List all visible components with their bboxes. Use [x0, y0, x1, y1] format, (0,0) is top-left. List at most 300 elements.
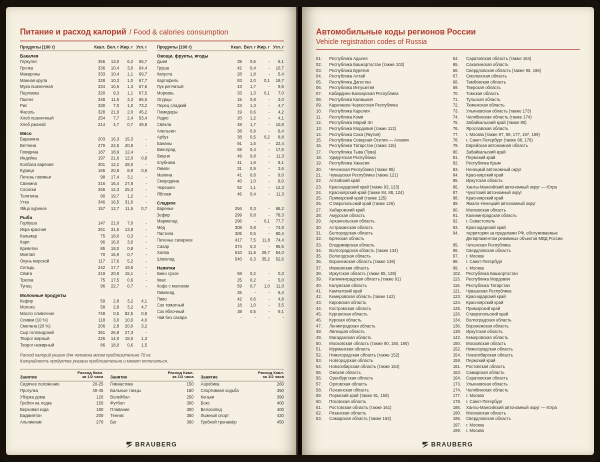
region-name: Магаданская область [329, 336, 372, 341]
food-value: 31,6 [110, 228, 120, 233]
region-code: 36. [316, 260, 322, 265]
food-value: 20,9 [124, 144, 134, 149]
food-value: 7,0 [278, 91, 284, 96]
food-value: - [145, 150, 148, 155]
food-value: 29,7 [261, 251, 270, 256]
region-code: 138. [452, 330, 462, 335]
food-value: - [268, 110, 270, 115]
activity-name: Прогулка [20, 389, 38, 394]
region-code: 83. [452, 167, 459, 172]
food-table-header [20, 46, 147, 52]
food-value: - [145, 253, 148, 258]
activity-name: Теннис [110, 414, 125, 419]
activity-name: Гимнастика [110, 382, 133, 387]
food-value: 19 [237, 110, 242, 115]
food-value: 39 [237, 60, 242, 65]
region-code: 190. [452, 411, 462, 416]
food-value: 52,6 [275, 257, 284, 262]
food-value: 1,1 [127, 72, 134, 77]
food-value: 15,9 [110, 253, 120, 258]
activity-name: Уборка дома [20, 395, 46, 400]
food-name: Шоколад [156, 257, 175, 262]
food-value: 0,1 [264, 91, 270, 96]
food-value: 251 [98, 228, 106, 233]
food-value: 0,8 [141, 312, 148, 317]
region-name: Республика Крым [466, 161, 501, 167]
region-code: 60. [316, 400, 322, 405]
footnote: Расход калорий указан для человека весом приблизительно 70 кг. [20, 353, 152, 358]
food-value: 7,0 [127, 221, 134, 227]
food-name: Хлеб ржаной [20, 123, 46, 128]
activity-row [20, 420, 103, 426]
food-value: 296 [234, 219, 242, 224]
region-code: 136. [452, 324, 462, 329]
food-value: - [268, 278, 270, 283]
region-name: Волгоградская область (также 134) [329, 249, 398, 254]
food-value: 1,3 [127, 85, 134, 90]
region-name: Республика Мордовия (также 113) [329, 127, 397, 132]
region-name: Астраханская область [329, 225, 373, 231]
food-value: 10,7 [275, 66, 284, 71]
food-value: 17,6 [110, 259, 120, 264]
food-value: 6,2 [127, 60, 134, 65]
region-code: 113. [452, 278, 461, 283]
region-code: 21. [316, 173, 322, 178]
region-name: Республика Адыгея [329, 57, 368, 62]
food-value: - [268, 226, 270, 231]
region-code: 81. [452, 156, 459, 161]
food-value: 9,5 [278, 85, 284, 90]
food-value: 75 [100, 234, 106, 239]
food-value: 21,0 [110, 110, 120, 115]
food-value: 19,5 [124, 266, 134, 271]
region-name: Костромская область [329, 307, 372, 312]
region-code: 74. [452, 115, 459, 120]
food-value: 27,8 [124, 182, 134, 187]
region-code: 70. [452, 92, 459, 97]
food-value: 66,5 [138, 98, 148, 103]
food-value: 68,2 [275, 207, 284, 212]
region-name: Республика Ингушетия [329, 86, 375, 91]
food-value: 20 [237, 116, 242, 122]
right-title-rule [316, 49, 580, 50]
region-code: 56. [316, 376, 322, 382]
food-name: Квас [156, 278, 166, 283]
food-value: 6,3 [250, 257, 256, 262]
food-name: Хлеб пшеничный [20, 116, 54, 122]
activity-header-label: Занятие [110, 375, 128, 380]
food-row [20, 207, 147, 213]
region-code: 28. [316, 214, 322, 219]
food-value: - [145, 284, 148, 290]
food-value: 12,4 [124, 150, 134, 155]
region-name: Республика Калмыкия [329, 98, 373, 103]
food-value: 58 [100, 305, 106, 311]
food-header-col: Ккал. [231, 45, 242, 50]
region-code: 142. [452, 336, 462, 341]
region-name: Республика Алтай [329, 74, 366, 80]
region-code: 87. [452, 190, 459, 196]
region-code: 85. [452, 179, 459, 184]
food-name: Пиво [156, 297, 167, 302]
region-code: 17. [316, 150, 322, 155]
region-code: 41. [316, 289, 322, 294]
activity-header [110, 371, 193, 381]
region-name: Ульяновская область (также 173) [466, 109, 531, 114]
region-name: Приморский край [466, 307, 501, 312]
region-code: 152. [452, 347, 462, 352]
food-value: 67,7 [138, 79, 148, 84]
region-code-row [453, 231, 580, 243]
activity-name: Плавание [110, 407, 130, 413]
region-code: 14. [316, 132, 322, 138]
region-code: 75. [452, 121, 459, 126]
food-value: - [145, 182, 148, 187]
activity-kcal: 450 [276, 420, 284, 425]
region-name: Вологодская область [329, 254, 371, 260]
region-code: 154. [452, 353, 462, 358]
region-name: Республика Коми [329, 115, 364, 120]
food-row [157, 316, 284, 322]
food-value: 0,8 [250, 213, 256, 218]
activity-kcal: 20-25 [92, 382, 104, 387]
activity-name: Аэробика [200, 382, 220, 387]
food-value: 46 [237, 192, 242, 197]
left-page-content [6, 7, 298, 455]
food-name: Творог жирный [20, 337, 50, 342]
food-section-title: Овощи, фрукты, ягоды [156, 53, 209, 59]
food-name: Кефир [20, 299, 33, 304]
food-value: 11,0 [276, 284, 284, 290]
food-value: 96 [100, 284, 106, 290]
region-code: 45. [316, 312, 322, 318]
food-value: 316 [98, 182, 106, 187]
food-value: 3,6 [278, 167, 284, 172]
food-name: Мармелад [156, 219, 178, 224]
activity-column [201, 371, 284, 426]
food-value: 254 [98, 116, 106, 122]
food-value: - [268, 310, 270, 315]
region-name: Орловская область [329, 382, 368, 387]
region-code: 196. [452, 417, 462, 422]
region-code: 23. [316, 185, 322, 190]
food-value: 361 [98, 331, 106, 336]
region-code: 159. [452, 359, 462, 364]
food-value: 8,0 [278, 179, 284, 185]
region-name: Республика Татарстан [466, 283, 510, 289]
food-value: 5,2 [127, 259, 134, 264]
activity-kcal: 40-45 [92, 389, 104, 394]
region-name: Тульская область [466, 98, 501, 103]
food-value: 59 [237, 284, 242, 290]
food-value: 0,2 [250, 278, 256, 283]
region-code: 37. [316, 266, 322, 271]
food-value: 3,0 [113, 318, 120, 323]
food-row [157, 257, 284, 263]
left-page-title [20, 25, 284, 38]
region-name: Амурская область [329, 214, 365, 219]
food-value: 83 [237, 79, 242, 84]
region-code: 58. [316, 388, 322, 393]
food-value: 1,0 [127, 79, 134, 84]
food-value: - [268, 291, 270, 296]
food-value: - [268, 272, 270, 277]
region-name: Пермский край (также 81, 159) [329, 394, 389, 399]
food-value: 12,7 [110, 207, 120, 212]
region-code: 69. [452, 86, 459, 91]
region-name: Республика Саха (Якутия) [329, 132, 381, 138]
food-value: 80,4 [275, 232, 284, 237]
region-name: Республика Хакасия [329, 161, 370, 167]
region-code: 18. [316, 156, 322, 161]
food-value: - [254, 316, 256, 321]
food-value: 7,0 [113, 104, 120, 109]
region-code: 93. [452, 225, 459, 231]
food-value: 74,4 [275, 238, 284, 243]
food-value: 25 [237, 278, 242, 283]
food-name: Горбуша [20, 221, 37, 227]
food-value: 10,0 [124, 318, 134, 323]
food-value: 78,3 [275, 213, 284, 218]
food-name: Огурцы [156, 98, 172, 103]
food-value: - [268, 303, 270, 308]
food-value: - [268, 316, 270, 321]
food-value: 417 [234, 238, 242, 243]
footnotes [20, 353, 284, 366]
region-code: 84. [452, 173, 459, 178]
food-value: 2,0 [127, 110, 134, 115]
food-value: - [268, 213, 270, 218]
food-value: 0,4 [250, 148, 256, 153]
food-calories-table [20, 46, 284, 350]
region-code: 197. [452, 423, 462, 428]
food-value: - [268, 207, 270, 212]
region-name: г. Москва [466, 429, 484, 434]
food-name: Вино сухое [156, 272, 179, 277]
food-value: 1,8 [250, 161, 256, 166]
food-section-title: Молочные продукты [20, 293, 67, 299]
food-name: Картофель [156, 79, 179, 84]
region-name: Краснодарский край [466, 225, 506, 231]
region-name: Чеченская Республика [466, 243, 511, 248]
region-code: 88. [452, 196, 459, 201]
food-value: 11,8 [262, 238, 270, 243]
codes-column-right [453, 57, 580, 435]
region-code: 95. [452, 243, 459, 248]
brauberg-logo-icon [127, 441, 133, 447]
food-name: Свёкла [156, 123, 172, 128]
food-value: 1,3 [250, 104, 256, 109]
food-value: 14,0 [110, 337, 120, 342]
food-value: 82,5 [124, 312, 134, 317]
food-value: 1,7 [250, 123, 256, 128]
region-name: г. Москва (также 97, 99, 177, 197, 199) [466, 132, 540, 138]
food-name: Свинина [20, 182, 37, 187]
activity-column [110, 371, 193, 426]
region-code: 102. [452, 272, 462, 277]
region-code: 02. [316, 63, 322, 68]
region-code: 134. [452, 318, 462, 323]
food-value: 540 [234, 257, 242, 262]
food-value: 187 [98, 150, 106, 155]
region-name: Воронежская область [466, 324, 509, 329]
food-value: 21,0 [110, 221, 120, 227]
region-code: 67. [452, 74, 459, 80]
food-value: 4,1 [278, 116, 284, 122]
food-value: 38 [237, 129, 242, 134]
food-value: 38 [237, 135, 242, 140]
region-code: 05. [316, 80, 322, 85]
food-section-title: Сладкое [156, 200, 176, 206]
food-value: 0,6 [250, 60, 256, 65]
food-name: Масло сливочное [20, 312, 55, 317]
region-code: 178. [452, 400, 462, 405]
activity-name: Футбол [110, 401, 125, 406]
region-name: Красноярский край [466, 173, 504, 178]
food-value: 0,3 [278, 272, 284, 277]
food-name: Дыня [156, 60, 168, 65]
region-name: Республика Татарстан (также 116) [329, 144, 397, 149]
food-value: - [145, 247, 148, 252]
region-code: 61. [316, 405, 322, 411]
food-value: 11,3 [276, 154, 284, 159]
region-code: 173. [452, 382, 462, 387]
region-name: г. Москва [466, 423, 484, 428]
region-code: 33. [316, 243, 322, 248]
food-value: 348 [98, 98, 106, 103]
food-table-header [157, 46, 284, 52]
region-name: Карачаево-Черкесская Республика [329, 103, 398, 109]
food-name: Сахар [156, 245, 169, 250]
region-code: 49. [316, 336, 322, 341]
region-name: Московская область (также 90, 150, 190) [329, 341, 409, 347]
food-value: 1,1 [127, 91, 134, 96]
food-value: 67,6 [138, 85, 148, 90]
food-value: 53,4 [138, 116, 148, 122]
food-name: Ветчина [20, 144, 37, 149]
activity-header-kcal: Расход Ккал. за 1/2 часа [258, 371, 284, 380]
region-code: 79. [452, 144, 459, 149]
food-value: 22,7 [110, 284, 120, 290]
food-value: 26 [237, 291, 242, 296]
region-code: 04. [316, 74, 322, 80]
region-name: Калужская область [329, 283, 367, 289]
food-value: - [145, 259, 148, 264]
food-value: 157 [98, 207, 106, 212]
food-value: - [268, 85, 270, 90]
food-value: 0,2 [264, 135, 270, 140]
region-name: Архангельская область [329, 220, 375, 225]
food-name: Телятина [20, 194, 39, 199]
activity-column [20, 371, 103, 426]
food-header-col: Бел. г [106, 45, 120, 50]
brand-footer [20, 438, 284, 448]
food-value: 333 [98, 72, 106, 77]
food-value: 3,3 [127, 98, 134, 103]
food-value: - [268, 116, 270, 122]
food-value: 9,0 [278, 173, 284, 178]
region-code: 164. [452, 376, 462, 382]
food-value: 98 [100, 175, 106, 180]
food-name: Перец сладкий [156, 104, 187, 109]
food-value: 1,0 [127, 104, 134, 109]
region-code: 116. [452, 283, 461, 289]
region-name: Мурманская область [329, 347, 371, 352]
food-value: 0,8 [250, 98, 256, 103]
region-name: Пензенская область [329, 388, 369, 393]
activity-name: Бальные танцы [110, 389, 141, 394]
activity-row [201, 420, 284, 426]
food-value: 4,7 [278, 104, 284, 109]
food-value: 374 [234, 245, 242, 250]
food-value: - [268, 123, 270, 128]
food-value: 0,7 [250, 284, 256, 290]
food-value: 214 [98, 123, 106, 128]
food-value: - [268, 167, 270, 172]
food-value: 9,1 [278, 310, 284, 315]
region-name: Камчатский край [329, 289, 362, 294]
food-value: 90 [100, 194, 106, 199]
region-name: Курганская область [329, 312, 368, 318]
food-value: 0,6 [127, 278, 134, 283]
activity-name: Гребной тренажёр [200, 420, 237, 425]
food-header-col: Жир. г [256, 45, 270, 50]
food-value: 10,8 [275, 123, 284, 128]
food-name: Икра красная [20, 228, 47, 233]
food-value: 18,0 [110, 234, 120, 239]
food-value: 3,0 [127, 66, 134, 71]
food-value: 27,3 [124, 331, 134, 336]
food-value: 96 [100, 240, 106, 245]
food-name: Макароны [20, 72, 41, 77]
food-value: 0,6 [127, 343, 134, 348]
activity-kcal: 420 [276, 414, 284, 419]
food-value: 12,3 [110, 188, 120, 193]
food-value: 10,3 [110, 79, 120, 84]
region-name: Республика Тыва (Тува) [329, 150, 377, 155]
food-value: 328 [98, 79, 106, 84]
region-code: 174. [452, 388, 462, 393]
food-value: 1,5 [250, 142, 256, 147]
food-name: Манная крупа [20, 79, 48, 84]
activity-name: Бадминтон [20, 414, 42, 419]
food-value: 25,3 [124, 188, 134, 193]
region-name: Новосибирская область (также 154) [329, 365, 400, 370]
activity-name: Лыжный спорт [200, 414, 229, 419]
food-value: 3,2 [127, 299, 134, 304]
activity-kcal: 150 [96, 401, 104, 406]
activity-name: Бокс [200, 401, 210, 406]
food-name: Апельсин [156, 129, 176, 134]
region-name: Забайкальский край [466, 150, 506, 155]
region-code: 68. [452, 80, 459, 85]
food-name: Перловка [20, 91, 39, 96]
region-name: Чувашская Республика (также 121) [329, 173, 398, 178]
region-code: 31. [316, 231, 322, 236]
food-value: 10,4 [110, 66, 120, 71]
food-value: 0,3 [250, 245, 256, 250]
food-value: 6,4 [278, 291, 284, 296]
activity-kcal: 400 [276, 401, 284, 406]
region-code: 177. [452, 394, 462, 399]
region-code: 46. [316, 318, 322, 323]
food-name: Минтай [20, 253, 35, 258]
region-code: 64. [452, 57, 459, 62]
food-value: - [268, 232, 270, 237]
food-value: - [268, 173, 270, 178]
food-value: 43 [237, 85, 242, 90]
food-value: - [268, 98, 270, 103]
